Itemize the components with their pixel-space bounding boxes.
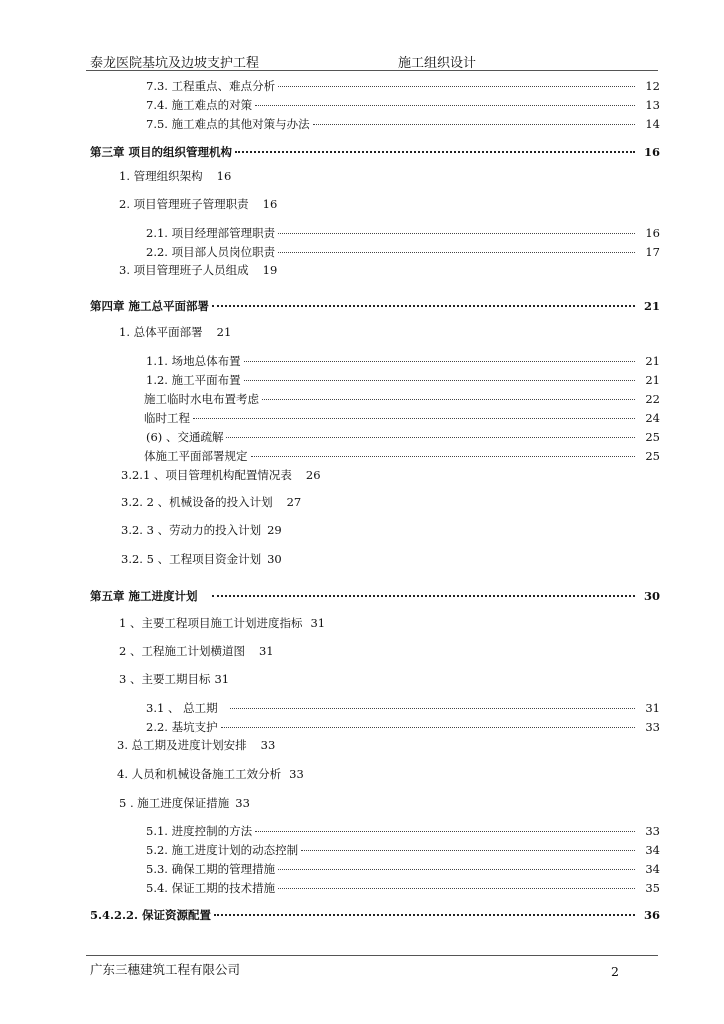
toc-leader bbox=[278, 888, 635, 889]
toc-entry-title: 2.1. 项目经理部管理职责 bbox=[146, 226, 276, 240]
toc-entry[interactable] bbox=[144, 448, 660, 464]
toc-leader bbox=[230, 708, 635, 709]
toc-entry-title: 4. 人员和机械设备施工工效分析 bbox=[117, 767, 282, 781]
toc-entry-page: 14 bbox=[645, 117, 660, 131]
toc-leader bbox=[244, 380, 635, 381]
toc-entry-title: 7.3. 工程重点、难点分析 bbox=[146, 79, 276, 93]
toc-entry-title: (6) 、交通疏解 bbox=[146, 430, 224, 444]
toc-entry[interactable] bbox=[119, 168, 231, 184]
toc-entry-title: 5.1. 进度控制的方法 bbox=[146, 824, 253, 838]
toc-entry[interactable] bbox=[146, 719, 660, 735]
toc-entry-page: 24 bbox=[645, 411, 660, 425]
toc-entry[interactable] bbox=[146, 353, 660, 369]
toc-entry-page: 36 bbox=[643, 908, 660, 922]
toc-leader bbox=[255, 105, 635, 106]
toc-leader bbox=[278, 252, 635, 253]
toc-leader bbox=[221, 727, 635, 728]
toc-leader bbox=[278, 86, 635, 87]
toc-entry-title: 5.2. 施工进度计划的动态控制 bbox=[146, 843, 299, 857]
toc-entry-page: 13 bbox=[645, 98, 660, 112]
toc-leader bbox=[262, 399, 635, 400]
toc-entry-title: 3.2. 2 、机械设备的投入计划 bbox=[121, 495, 273, 509]
toc-entry[interactable] bbox=[146, 880, 660, 896]
header-project-title: 泰龙医院基坑及边坡支护工程 bbox=[90, 56, 260, 71]
toc-entry-page: 16 bbox=[216, 169, 232, 183]
toc-entry[interactable] bbox=[119, 671, 229, 687]
toc-leader bbox=[244, 361, 635, 362]
toc-entry-title: 3.1 、 总工期 bbox=[146, 701, 218, 715]
toc-entry[interactable] bbox=[121, 467, 321, 483]
toc-entry[interactable] bbox=[117, 737, 275, 753]
toc-entry-title: 3 、主要工期目标 bbox=[119, 672, 211, 686]
toc-leader bbox=[301, 850, 635, 851]
toc-entry[interactable] bbox=[146, 244, 660, 260]
toc-entry[interactable] bbox=[119, 196, 277, 212]
toc-leader bbox=[278, 869, 635, 870]
toc-entry-title: 施工临时水电布置考虑 bbox=[144, 392, 259, 406]
toc-entry[interactable] bbox=[144, 410, 660, 426]
toc-entry[interactable] bbox=[146, 116, 660, 132]
toc-entry-page: 12 bbox=[645, 79, 660, 93]
toc-entry-title: 临时工程 bbox=[144, 411, 190, 425]
toc-entry-page: 33 bbox=[260, 738, 276, 752]
toc-leader bbox=[255, 831, 635, 832]
toc-entry[interactable] bbox=[146, 429, 660, 445]
toc-entry-title: 2.2. 项目部人员岗位职责 bbox=[146, 245, 276, 259]
toc-entry-title: 3. 总工期及进度计划安排 bbox=[117, 738, 247, 752]
toc-entry-page: 19 bbox=[262, 263, 278, 277]
toc-entry-page: 25 bbox=[645, 430, 660, 444]
toc-entry[interactable] bbox=[146, 700, 660, 716]
toc-leader bbox=[226, 437, 635, 438]
toc-entry-title: 第三章 项目的组织管理机构 bbox=[90, 145, 233, 159]
toc-entry-page: 33 bbox=[645, 720, 660, 734]
toc-leader bbox=[251, 456, 636, 457]
toc-entry-page: 31 bbox=[645, 701, 660, 715]
toc-entry-title: 7.4. 施工难点的对策 bbox=[146, 98, 253, 112]
toc-entry-title: 2. 项目管理班子管理职责 bbox=[119, 197, 249, 211]
footer-company: 广东三穗建筑工程有限公司 bbox=[90, 962, 241, 977]
toc-entry-page: 21 bbox=[216, 325, 232, 339]
toc-entry-title: 1 、主要工程项目施工计划进度指标 bbox=[119, 616, 303, 630]
toc-entry-page: 16 bbox=[643, 145, 660, 159]
toc-entry[interactable] bbox=[119, 324, 231, 340]
toc-entry-page: 21 bbox=[645, 354, 660, 368]
toc-chapter-entry[interactable] bbox=[90, 907, 660, 923]
toc-entry[interactable] bbox=[146, 372, 660, 388]
toc-entry-page: 26 bbox=[305, 468, 321, 482]
toc-entry-page: 34 bbox=[645, 843, 660, 857]
toc-entry-page: 16 bbox=[645, 226, 660, 240]
toc-entry-page: 35 bbox=[645, 881, 660, 895]
toc-entry-page: 22 bbox=[645, 392, 660, 406]
toc-entry-page: 27 bbox=[286, 495, 302, 509]
toc-entry-page: 31 bbox=[258, 644, 274, 658]
toc-entry-page: 30 bbox=[643, 589, 660, 603]
toc-chapter-entry[interactable] bbox=[90, 144, 660, 160]
toc-entry-title: 3.2.1 、项目管理机构配置情况表 bbox=[121, 468, 292, 482]
toc-leader bbox=[212, 595, 635, 597]
toc-entry-title: 1.2. 施工平面布置 bbox=[146, 373, 241, 387]
toc-entry[interactable] bbox=[121, 494, 301, 510]
header-document-title: 施工组织设计 bbox=[398, 56, 477, 71]
toc-entry-title: 第四章 施工总平面部署 bbox=[90, 299, 210, 313]
toc-entry-title: 第五章 施工进度计划 bbox=[90, 589, 198, 603]
toc-entry[interactable] bbox=[144, 391, 660, 407]
toc-entry-title: 1. 总体平面部署 bbox=[119, 325, 203, 339]
toc-entry-page: 30 bbox=[267, 552, 282, 566]
toc-leader bbox=[214, 914, 635, 916]
toc-entry[interactable] bbox=[146, 823, 660, 839]
toc-chapter-entry[interactable] bbox=[90, 298, 660, 314]
toc-leader bbox=[235, 151, 635, 153]
toc-entry[interactable] bbox=[146, 78, 660, 94]
toc-entry[interactable] bbox=[117, 766, 304, 782]
toc-entry-page: 17 bbox=[645, 245, 660, 259]
toc-entry-page: 21 bbox=[645, 373, 660, 387]
toc-entry[interactable] bbox=[146, 842, 660, 858]
footer-page-number: 2 bbox=[611, 964, 619, 979]
toc-entry-title: 5 . 施工进度保证措施 bbox=[119, 796, 230, 810]
toc-entry-title: 5.3. 确保工期的管理措施 bbox=[146, 862, 276, 876]
toc-entry-page: 34 bbox=[645, 862, 660, 876]
toc-entry-title: 5.4.2.2. 保证资源配置 bbox=[90, 908, 212, 922]
toc-entry-page: 16 bbox=[262, 197, 278, 211]
toc-entry[interactable] bbox=[119, 795, 250, 811]
toc-leader bbox=[278, 233, 635, 234]
toc-entry-page: 29 bbox=[267, 523, 282, 537]
toc-entry[interactable] bbox=[121, 551, 282, 567]
toc-entry-page: 31 bbox=[310, 616, 326, 630]
toc-entry-title: 7.5. 施工难点的其他对策与办法 bbox=[146, 117, 310, 131]
toc-entry-page: 31 bbox=[214, 672, 230, 686]
toc-entry-title: 2 、工程施工计划横道图 bbox=[119, 644, 245, 658]
toc-entry[interactable] bbox=[146, 861, 660, 877]
toc-entry-title: 体施工平面部署规定 bbox=[144, 449, 248, 463]
toc-entry-page: 21 bbox=[643, 299, 660, 313]
toc-entry-title: 1. 管理组织架构 bbox=[119, 169, 203, 183]
toc-entry-title: 5.4. 保证工期的技术措施 bbox=[146, 881, 276, 895]
toc-entry[interactable] bbox=[146, 225, 660, 241]
toc-leader bbox=[313, 124, 635, 125]
toc-entry[interactable] bbox=[146, 97, 660, 113]
toc-entry-page: 33 bbox=[645, 824, 660, 838]
toc-entry-title: 3.2. 3 、劳动力的投入计划 bbox=[121, 523, 262, 537]
toc-entry-title: 3.2. 5 、工程项目资金计划 bbox=[121, 552, 262, 566]
footer-rule bbox=[86, 955, 658, 956]
toc-entry[interactable] bbox=[119, 643, 274, 659]
toc-entry[interactable] bbox=[121, 522, 282, 538]
toc-chapter-entry[interactable] bbox=[90, 588, 660, 604]
toc-entry[interactable] bbox=[119, 615, 325, 631]
toc-entry-page: 33 bbox=[235, 796, 250, 810]
toc-entry-page: 33 bbox=[289, 767, 304, 781]
toc-entry[interactable] bbox=[119, 262, 277, 278]
toc-leader bbox=[193, 418, 635, 419]
header-rule bbox=[86, 70, 658, 71]
toc-leader bbox=[212, 305, 635, 307]
toc-entry-title: 1.1. 场地总体布置 bbox=[146, 354, 241, 368]
toc-entry-title: 2.2. 基坑支护 bbox=[146, 720, 218, 734]
toc-entry-page: 25 bbox=[645, 449, 660, 463]
toc-entry-title: 3. 项目管理班子人员组成 bbox=[119, 263, 249, 277]
